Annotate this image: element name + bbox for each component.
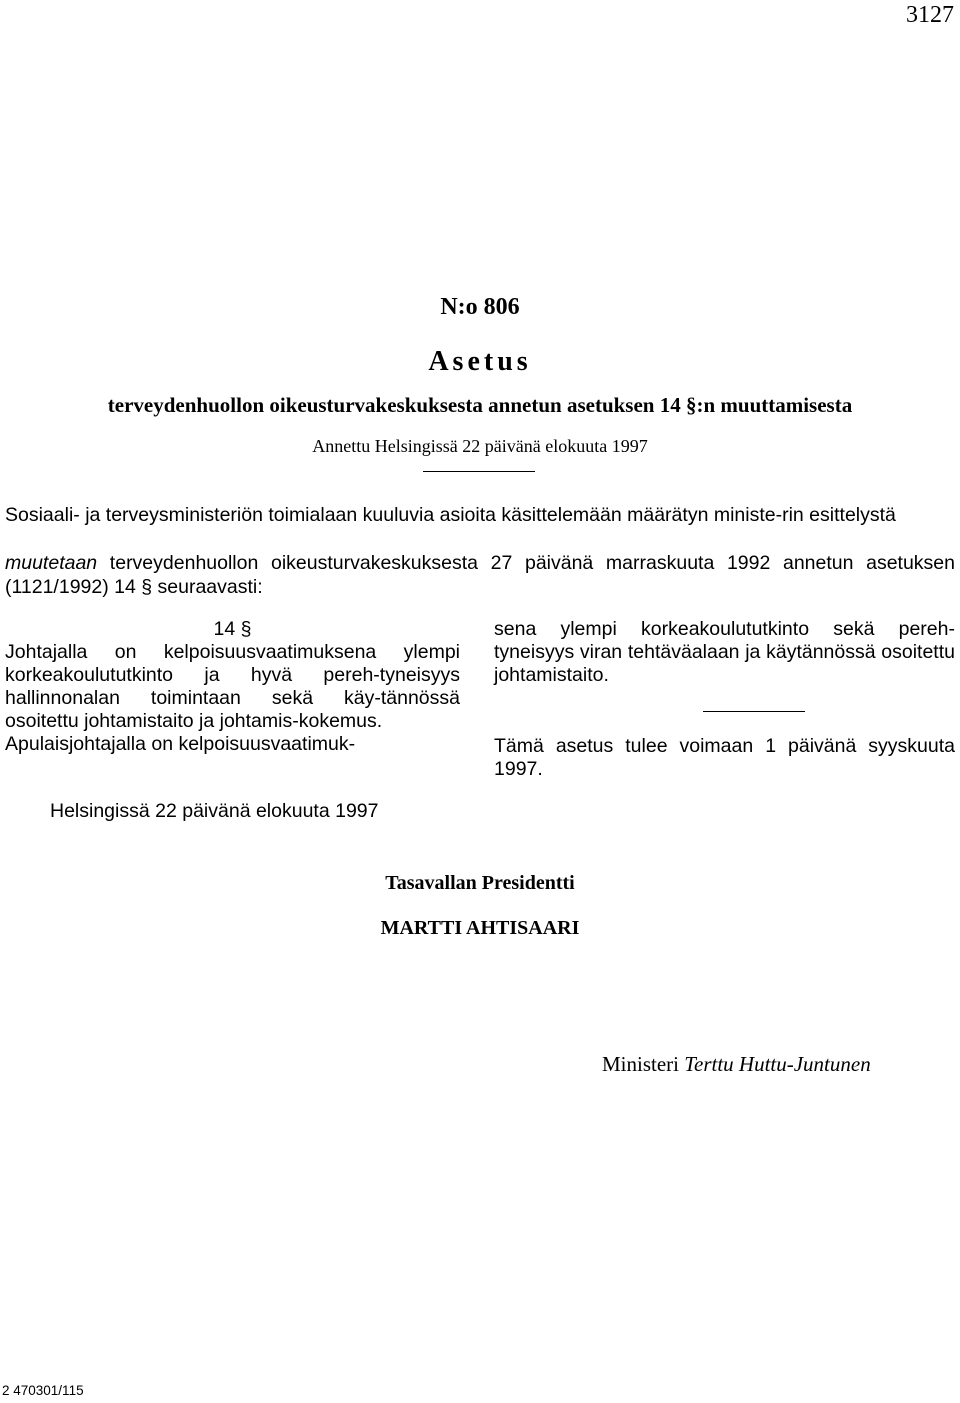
section-paragraph-director: Johtajalla on kelpoisuusvaatimuksena ylempi korkeakoulututkinto ja hyvä pereh-tyneisyys hallinnonalan toimintaan sekä käy-tännössä osoitettu johtamistaito ja johtamis-kokemus. bbox=[5, 641, 460, 732]
amendment-paragraph bbox=[5, 551, 955, 599]
minister-signature bbox=[602, 1052, 871, 1077]
issued-date: Annettu Helsingissä 22 päivänä elokuuta 1997 bbox=[312, 436, 648, 456]
print-code: 2 470301/115 bbox=[2, 1383, 84, 1398]
signer-name: MARTTI AHTISAARI bbox=[380, 917, 580, 939]
page-number: 3127 bbox=[906, 2, 954, 28]
divider-rule bbox=[423, 471, 535, 472]
place-and-date: Helsingissä 22 päivänä elokuuta 1997 bbox=[50, 800, 379, 822]
document-title: terveydenhuollon oikeusturvakeskuksesta annetun asetuksen 14 §:n muuttamisesta bbox=[107, 393, 853, 417]
section-paragraph-deputy-end: sena ylempi korkeakoulututkinto sekä pereh-tyneisyys viran tehtäväalaan ja käytännössä osoitettu johtamistaito. bbox=[494, 618, 955, 686]
amendment-verb: muutetaan bbox=[5, 552, 98, 574]
document-type: Asetus bbox=[428, 346, 532, 377]
amendment-text: terveydenhuollon oikeusturvakeskuksesta 27 päivänä marraskuuta 1992 annetun asetuksen (1121/1992) 14 § seuraavasti: bbox=[5, 552, 955, 598]
statute-number: N:o 806 bbox=[440, 294, 520, 320]
signer-title: Tasavallan Presidentti bbox=[385, 872, 575, 894]
section-heading: 14 § bbox=[213, 618, 252, 640]
minister-prefix: Ministeri bbox=[602, 1052, 685, 1076]
preamble-paragraph: Sosiaali- ja terveysministeriön toimialaan kuuluvia asioita käsittelemään määrätyn ministe-rin esittelystä bbox=[5, 504, 896, 526]
minister-name: Terttu Huttu-Juntunen bbox=[684, 1052, 871, 1076]
divider-rule bbox=[703, 711, 805, 712]
section-paragraph-deputy-start: Apulaisjohtajalla on kelpoisuusvaatimuk- bbox=[5, 733, 356, 755]
entry-into-force-paragraph: Tämä asetus tulee voimaan 1 päivänä syyskuuta 1997. bbox=[494, 735, 955, 780]
